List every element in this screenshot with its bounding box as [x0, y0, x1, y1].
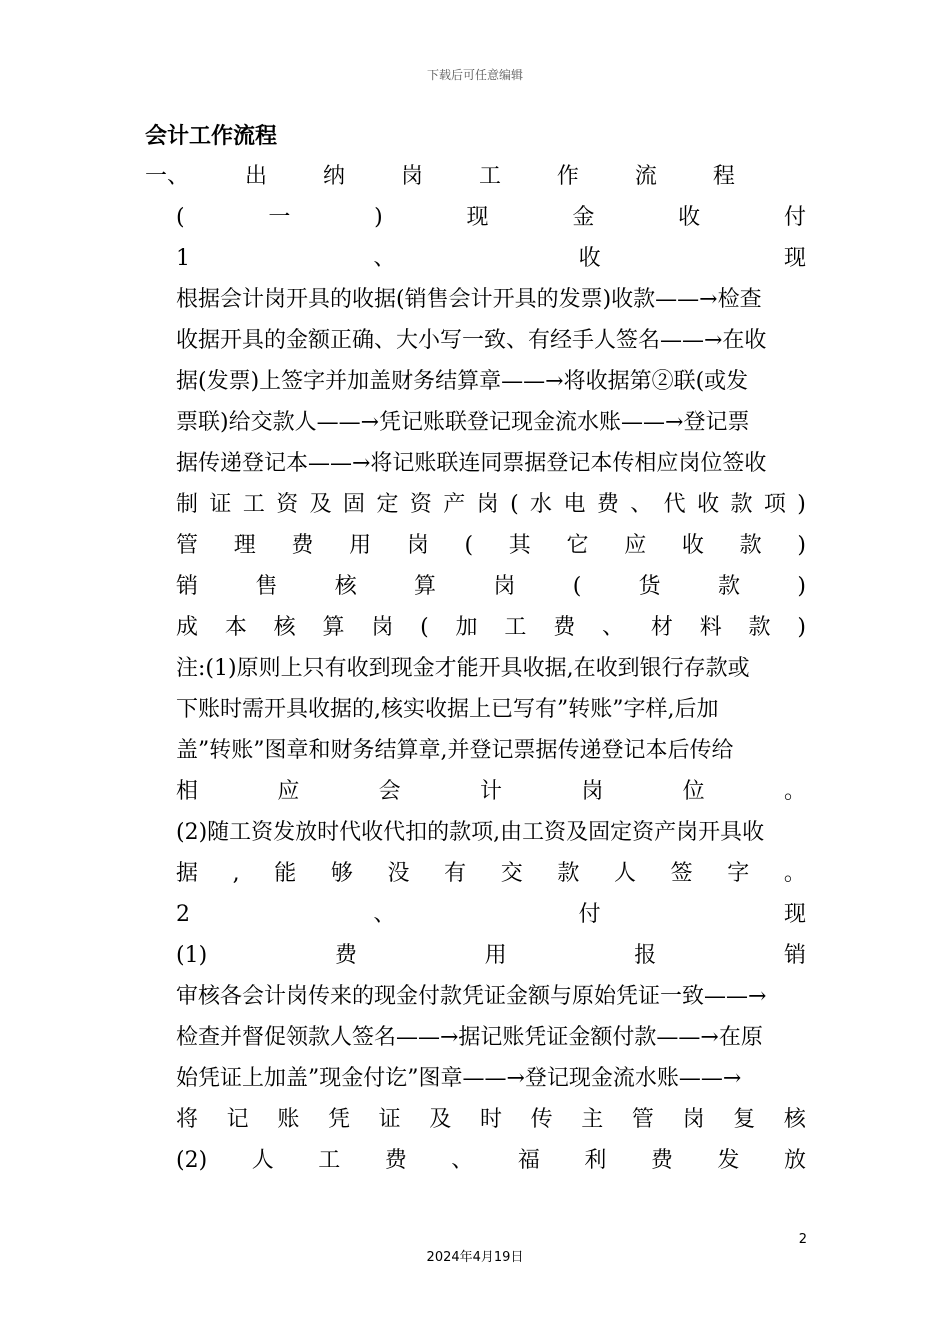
- body-line: 据 , 能 够 没 有 交 款 人 签 字 。: [176, 861, 806, 886]
- body-line: 成 本 核 算 岗 ( 加 工 费 、 材 料 款 ): [176, 615, 806, 640]
- body-line: 2 、 付 现: [176, 902, 806, 927]
- body-line: 相 应 会 计 岗 位 。: [176, 779, 806, 804]
- body-line: (2) 人 工 费 、 福 利 费 发 放: [176, 1148, 806, 1173]
- body-line: (2)随工资发放时代收代扣的款项,由工资及固定资产岗开具收: [176, 820, 765, 845]
- body-line: 据(发票)上签字并加盖财务结算章——→将收据第②联(或发: [176, 369, 749, 394]
- document-title: 会计工作流程: [145, 124, 278, 149]
- body-line: ( 一 ) 现 金 收 付: [176, 205, 806, 230]
- body-line: 将 记 账 凭 证 及 时 传 主 管 岗 复 核: [176, 1107, 806, 1132]
- page-header: 下载后可任意编辑: [426, 68, 523, 82]
- body-line: 一、 出 纳 岗 工 作 流 程: [145, 164, 735, 189]
- body-line: 管 理 费 用 岗 ( 其 它 应 收 款 ): [176, 533, 806, 558]
- body-line: 制 证 工 资 及 固 定 资 产 岗 ( 水 电 费 、 代 收 款 项 ): [176, 492, 806, 517]
- body-line: 票联)给交款人——→凭记账联登记现金流水账——→登记票: [176, 410, 750, 435]
- page-number: 2: [798, 1232, 807, 1247]
- body-line: 下账时需开具收据的,核实收据上已写有”转账”字样,后加: [176, 697, 719, 722]
- body-line: 销 售 核 算 岗 ( 货 款 ): [176, 574, 806, 599]
- body-line: 1 、 收 现: [176, 246, 806, 271]
- body-line: 注:(1)原则上只有收到现金才能开具收据,在收到银行存款或: [176, 656, 750, 681]
- body-line: 收据开具的金额正确、大小写一致、有经手人签名——→在收: [176, 328, 767, 353]
- body-line: (1) 费 用 报 销: [176, 943, 806, 968]
- body-line: 根据会计岗开具的收据(销售会计开具的发票)收款——→检查: [176, 287, 762, 312]
- body-line: 始凭证上加盖”现金付讫”图章——→登记现金流水账——→: [176, 1066, 742, 1091]
- body-line: 盖”转账”图章和财务结算章,并登记票据传递登记本后传给: [176, 738, 734, 763]
- body-line: 据传递登记本——→将记账联连同票据登记本传相应岗位签收: [176, 451, 767, 476]
- body-line: 审核各会计岗传来的现金付款凭证金额与原始凭证一致——→: [176, 984, 767, 1009]
- page-footer-date: 2024年4月19日: [426, 1250, 524, 1265]
- body-line: 检查并督促领款人签名——→据记账凭证金额付款——→在原: [176, 1025, 763, 1050]
